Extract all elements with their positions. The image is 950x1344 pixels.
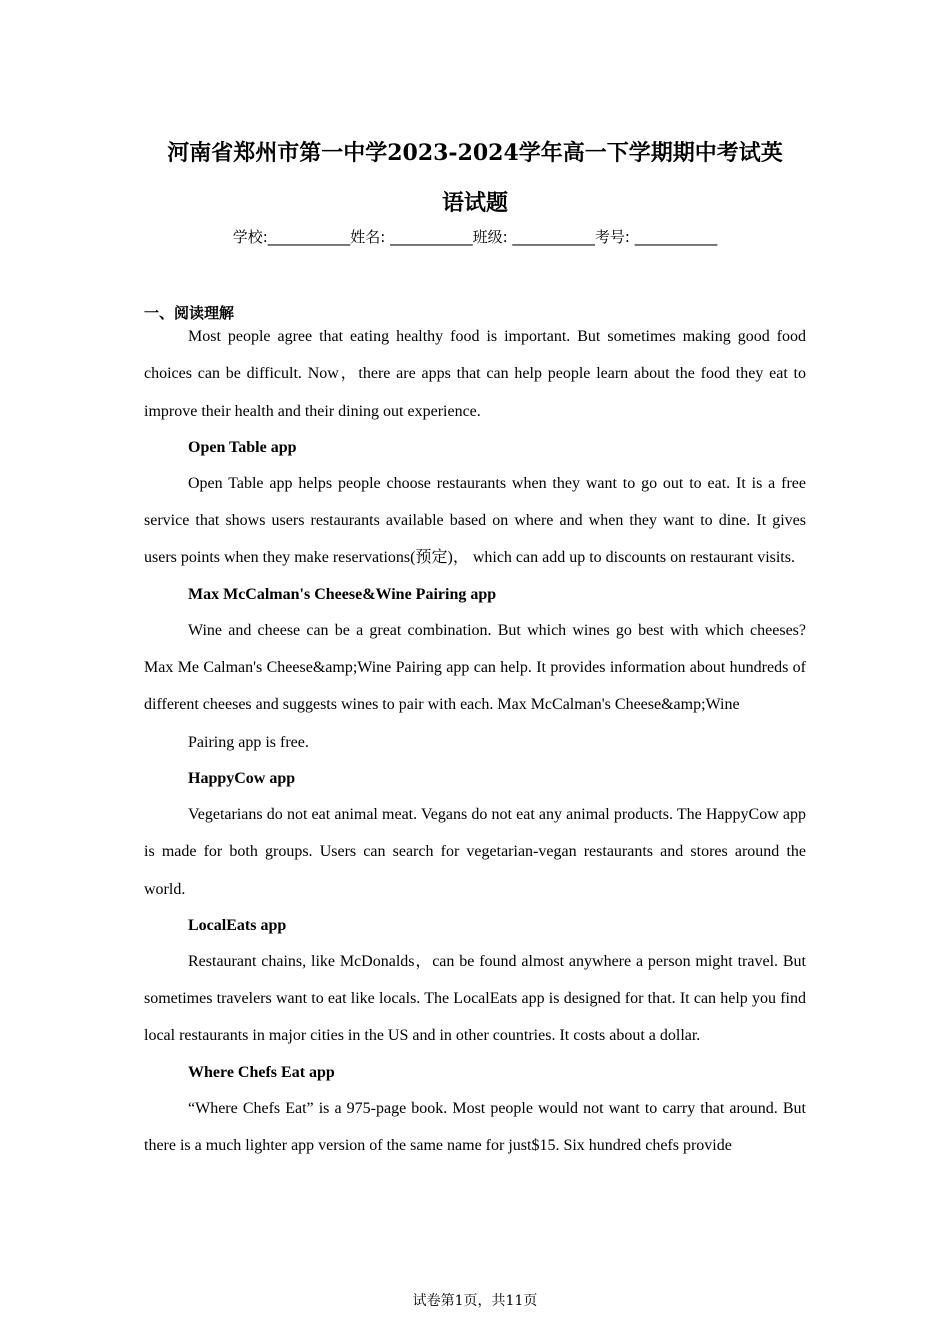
app-heading: LocalEats app bbox=[188, 916, 287, 934]
student-info-line: 学校:___________姓名: ___________班级: ___________考号: ___________ bbox=[232, 228, 718, 246]
app-paragraph-continuation: Pairing app is free. bbox=[188, 733, 309, 751]
reading-passage bbox=[144, 318, 806, 1164]
intro-paragraph: Most people agree that eating healthy food is important. But sometimes making good food choices can be difficult. Now，there are apps that can help people learn about the food they eat to improve their health and their dining out experience. bbox=[144, 328, 806, 420]
app-paragraph: Wine and cheese can be a great combination. But which wines go best with which cheeses? Max Me Calman's Cheese&amp;Wine Pairing app can help. It provides information about hundreds of different cheeses and suggests wines to pair with each. Max McCalman's Cheese&amp;Wine bbox=[144, 621, 806, 714]
page-footer: 试卷第1页，共11页 bbox=[412, 1293, 538, 1309]
app-paragraph: “Where Chefs Eat” is a 975-page book. Most people would not want to carry that around. But there is a much lighter app version of the same name for just$15. Six hundred chefs provide bbox=[144, 1099, 806, 1155]
app-heading: HappyCow app bbox=[188, 769, 296, 787]
app-paragraph: Open Table app helps people choose restaurants when they want to go out to eat. It is a free service that shows users restaurants available based on where and when they want to dine. It gives users points when they make reservations(预定)， which can add up to discounts on restaurant visits. bbox=[144, 474, 806, 567]
app-paragraph: Vegetarians do not eat animal meat. Vegans do not eat any animal products. The HappyCow app is made for both groups. Users can search for vegetarian-vegan restaurants and stores around the world. bbox=[144, 805, 806, 898]
app-paragraph: Restaurant chains, like McDonalds，can be found almost anywhere a person might travel. But sometimes travelers want to eat like locals. The LocalEats app is designed for that. It can help you find local restaurants in major cities in the US and in other countries. It costs about a dollar. bbox=[144, 952, 807, 1045]
app-heading: Where Chefs Eat app bbox=[188, 1063, 335, 1081]
app-heading: Open Table app bbox=[188, 438, 297, 456]
exam-title-line-2: 语试题 bbox=[441, 190, 508, 216]
section-heading: 一、阅读理解 bbox=[144, 304, 235, 322]
app-heading: Max McCalman's Cheese&Wine Pairing app bbox=[188, 585, 497, 603]
exam-title-line-1: 河南省郑州市第一中学2023-2024学年高一下学期期中考试英 bbox=[167, 140, 783, 166]
